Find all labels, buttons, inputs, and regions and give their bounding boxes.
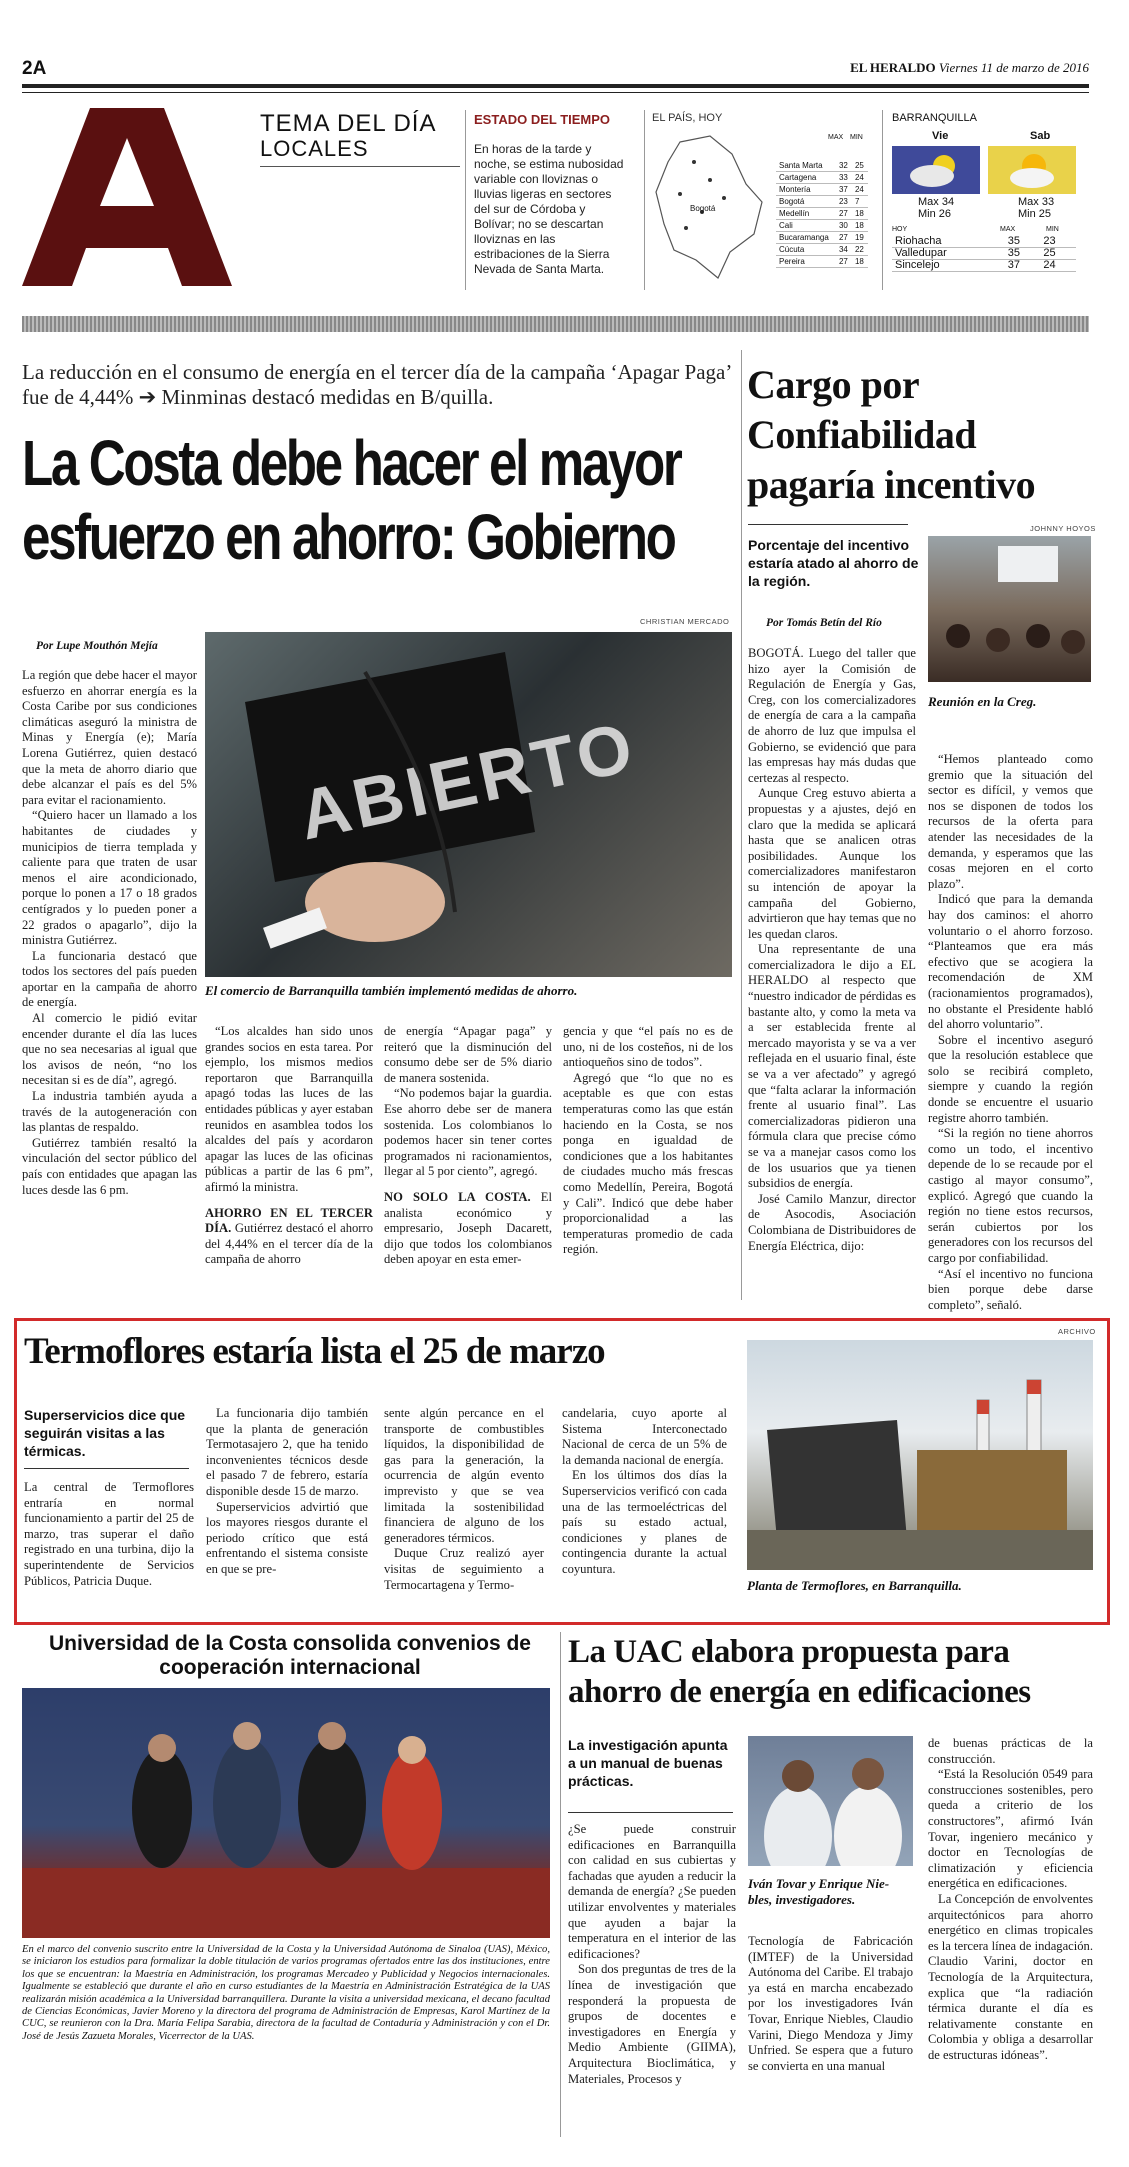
local-forecast-title: BARRANQUILLA <box>892 112 977 124</box>
photo-credit: ARCHIVO <box>1058 1327 1096 1336</box>
uni-headline: Universidad de la Costa consolida convenios de cooperación internacional <box>49 1632 531 1679</box>
termo-deck: Superservicios dice que seguirán visitas a las térmicas. <box>24 1407 186 1459</box>
table-row: Santa Marta 32 25 <box>776 160 868 172</box>
uac-column-3: de buenas prácticas de la construcción. “Está la Resolución 0549 para construcciones sostenibles, pero queda a criterio de los constructores”, afirmó Iván Tovar, ingeniero mecánico y doctor en Tecnologías de climatización y eficiencia energética en edificaciones. La Concepción de envolventes arquitectónicos para ahorro energético en climas tropicales es la tercera línea de indagación. Claudio Varini, doctor en Tecnología de la Arquitectura, explica que “la radiación térmica durante el día es relativamente constante en Colombia y obliga a desarrollar de estructuras idóneas”. <box>928 1736 1093 2062</box>
subhead: AHORRO EN EL TERCER DÍA. <box>205 1205 373 1236</box>
table-row: Medellín 27 18 <box>776 208 868 220</box>
table-row: Sincelejo 37 24 <box>892 260 1076 272</box>
map-city-label: Bogotá <box>690 204 716 213</box>
cargo-column-2: “Hemos planteado como gremio que la situación del sector es difícil, y vemos que nos se disponen de todos los recursos de la oferta para atender las necesidades de la demanda, y esperamos que las cosas mejoren en el corto plazo”. Indicó que para la demanda hay dos caminos: el ahorro voluntario o el ahorro forzoso. “Planteamos que era más efectivo que se acogiera la recomendación de XM (racionamientos programados), no obstante el Presidente habló del ahorro voluntario”. Sobre el incentivo aseguró que la resolución establece que solo se recibirá completo, siempre y cuando la región donde se encuentre el usuario registre ahorro también. “Si la región no tiene ahorros como un todo, el incentivo depende de lo se recaude por el castigo al mayor consumo”, explicó. Agregó que cuando la región no tiene estos recursos, serán cubiertos por los generadores con los recursos del cargo por confiabilidad. “Así el incentivo no funciona bien porque debe darse completo”, señaló. <box>928 752 1093 1312</box>
table-row: Bogotá 23 7 <box>776 196 868 208</box>
table-row: Pereira 27 18 <box>776 256 868 268</box>
section-letter-logo <box>22 108 232 286</box>
table-row: Bucaramanga 27 19 <box>776 232 868 244</box>
university-group-photo <box>22 1688 550 1938</box>
main-column-1: La región que debe hacer el mayor esfuerzo en ahorrar energía es la Costa Caribe por sus condiciones climáticas aseguró la ministra de Minas y Energía (e); María Lorena Gutiérrez, quien destacó que la meta de ahorro diario que debe alcanzar el país es del 5% para evitar el racionamiento. “Quiero hacer un llamado a los habitantes de ciudades y municipios de tierra templada y caliente para que traten de usar menos el aire acondicionado, porque lo ponen a 17 o 18 grados centígrados y lo pueden poner a 22 grados o apagarlo”, dijo la ministra Gutiérrez. La funcionaria destacó que todos los sectores del país pueden aportar en la campaña de ahorro de energía. Al comercio le pidió evitar encender durante el día las luces que no sea necesarias al igual que los avisos de neón, “no los necesitan si es de día”, agregó. La industria también ayuda a través de la autogeneración con las plantas de respaldo. Gutiérrez también resaltó la vinculación del sector público del país con entidades que apagan las luces desde las 6 pm. <box>22 668 197 1197</box>
newspaper-name: EL HERALDO <box>850 60 936 75</box>
table-row: Cúcuta 34 22 <box>776 244 868 256</box>
termo-column-4: candelaria, cuyo aporte al Sistema Interconectado Nacional de cerca de un 5% de la demanda nacional de energía. En los últimos dos días la Superservicios verificó con cada una de las termoeléctricas del país su estado actual, condiciones y planes de contingencia durante la actual coyuntura. <box>562 1406 727 1576</box>
cargo-deck: Porcentaje del incentivo estaría atado al ahorro de la región. <box>748 537 919 589</box>
forecast-min: Min 25 <box>1018 208 1052 220</box>
forecast-max: Max 34 <box>918 196 955 208</box>
regional-hoy-label: HOY <box>892 226 908 233</box>
termo-column-2: La funcionaria dijo también que la planta de generación Termotasajero 2, que ha tenido inconvenientes técnicos desde el pasado 7 de febrero, estaría disponible desde 15 de marzo. Superservicios advirtió que los mayores riesgos durante el periodo crítico que está enfrentando el sistema consiste en que se pre- <box>206 1406 368 1576</box>
photo-credit: JOHNNY HOYOS <box>1030 524 1096 533</box>
main-kicker: La reducción en el consumo de energía en el tercer día de la campaña ‘Apagar Paga’ fue de 4,44% ➔ Minminas destacó medidas en B/quilla. <box>22 360 731 409</box>
creg-meeting-photo <box>928 536 1091 682</box>
photo-credit: CHRISTIAN MERCADO <box>640 617 730 626</box>
table-header-min: MIN <box>850 134 863 141</box>
forecast-max: Max 33 <box>1018 196 1055 208</box>
cloudy-icon <box>892 146 980 194</box>
forecast-min: Min 26 <box>918 208 952 220</box>
uac-photo-caption: Iván Tovar y Enrique Nie- bles, investigadores. <box>748 1876 890 1907</box>
uac-column-2: Tecnología de Fabricación (IMTEF) de la Universidad Autónoma del Caribe. El trabajo ya está en marcha encabezado por los investigadores Iván Tovar, Enrique Niebles, Claudio Varini, Diego Mendoza y Jimy Unfried. Se espera que a futuro se convierta en una manual <box>748 1934 913 2073</box>
weather-title: ESTADO DEL TIEMPO <box>474 112 611 127</box>
sun-cloud-icon <box>988 146 1076 194</box>
table-row: Montería 37 24 <box>776 184 868 196</box>
main-column-4: gencia y que “el país no es de uno, ni de los costeños, ni de los antioqueños sino de todos”. Agregó que “lo que no es aceptable es que con estas temperaturas como las que están haciendo en la Costa, se nos ponga en igualdad de condiciones que a los habitantes de ciudades mucho más frescas como Medellín, Pereira, Bogotá y Cali”. Indicó que debe haber proporcionalidad a las temperaturas promedio de cada región. <box>563 1024 733 1257</box>
forecast-day-label: Sab <box>1030 130 1051 142</box>
page-number: 2A <box>22 58 47 79</box>
forecast-day-label: Vie <box>932 130 949 142</box>
termo-column-3: sente algún percance en el transporte de combustibles líquidos, la disponibilidad de gas para la generación, la ocurrencia de algún evento imprevisto y que se vea limitada la sostenibilidad financiera de alguno de los generadores térmicos. Duque Cruz realizó ayer visitas de seguimiento a Termocartagena y Termo- <box>384 1406 544 1592</box>
termo-photo-caption: Planta de Termoflores, en Barranquilla. <box>747 1578 962 1593</box>
svg-text:ABIERTO: ABIERTO <box>292 707 643 855</box>
issue-date: Viernes 11 de marzo de 2016 <box>938 60 1089 75</box>
regional-temperature-table <box>892 236 1076 272</box>
uac-headline: La UAC elabora propuesta para ahorro de energía en edificaciones <box>568 1634 1031 1710</box>
map-title: EL PAÍS, HOY <box>652 112 723 124</box>
researchers-photo <box>748 1736 913 1866</box>
main-column-2: “Los alcaldes han sido unos grandes socios en esta tarea. Por ejemplo, los mismos medios reportaron que Barranquilla apagó todas las luces de las entidades públicas y ayer estaban reunidos en asamblea todos los alcaldes del país y acordaron apagar las luces de las oficinas públicas a partir de las 6 pm”, afirmó la ministra. AHORRO EN EL TERCER DÍA. Gutiérrez destacó el ahorro del 4,44% en el tercer día de la campaña de ahorro <box>205 1024 373 1267</box>
section-title: TEMA DEL DÍA <box>260 110 437 137</box>
regional-max-label: MAX <box>1000 226 1016 233</box>
uac-column-1: ¿Se puede construir edificaciones en Barranquilla con calidad en sus cubiertas y fachadas que ayuden a reducir la demanda de energía? ¿Se pueden utilizar envolventes y materiales que ayuden a bajar la temperatura en el interior de las edificaciones? Son dos preguntas de tres de la línea de investigación que responderá la propuesta de grupos de docentes e investigadores en Energía y Medio Ambiente (GIIMA), Arquitectura Bioclimática, y Materiales, Procesos y <box>568 1822 736 2086</box>
table-row: Cartagena 33 24 <box>776 172 868 184</box>
led-sign-photo <box>205 632 732 977</box>
table-header-max: MAX <box>828 134 844 141</box>
subhead: NO SOLO LA COSTA. <box>384 1189 531 1204</box>
weather-summary: En horas de la tarde y noche, se estima nubosidad variable con lloviznas o lluvias ligeras en sectores del sur de Córdoba y Bolívar; no se descartan lloviznas en las estribaciones de la Sierra Nevada de Santa Marta. <box>474 142 624 276</box>
byline: Por Lupe Mouthón Mejía <box>36 640 158 652</box>
power-plant-photo <box>747 1340 1093 1570</box>
cargo-column-1: BOGOTÁ. Luego del taller que hizo ayer la Comisión de Regulación de Energía y Gas, Creg, con los comercializadores de energía de cara a la campaña de ahorro de luz que impulsa el Gobierno, se evidenció que para las empresas hay más dudas que certezas al respecto. Aunque Creg estuvo abierta a propuestas y a ajustes, dejó en claro que la medida se aplicará hasta que se analicen otras posibilidades. Aunque los comercializadores manifestaron su intención de apoyar la campaña del Gobierno, advirtieron que hay temas que no les quedan claros. Una representante de una comercializadora le dijo a EL HERALDO al respecto que “nuestro indicador de pérdidas es bastante alto, y como la meta va a ser establecida frente al mercado mayorista y se va a ver reflejada en el usuario final, éste se va a ver afectado” y agregó que “falta aclarar la información frente al usuario final”. Las comercializadoras pidieron una fórmula clara que precise cómo se va a manejar casos como los de los usuarios que ya tienen subsidios de energía. José Camilo Manzur, director de Asocodis, Asociación Colombiana de Distribuidores de Energía Eléctrica, dijo: <box>748 646 916 1253</box>
city-temperature-table <box>776 160 868 268</box>
termo-column-1: La central de Termoflores entraría en normal funcionamiento a partir del 25 de marzo, tras superar el daño registrado en una turbina, dijo la superintendente de Servicios Públicos, Patricia Duque. <box>24 1480 194 1588</box>
termo-headline: Termoflores estaría lista el 25 de marzo <box>24 1331 605 1372</box>
main-headline: La Costa debe hacer el mayor esfuerzo en ahorro: Gobierno <box>22 427 681 573</box>
cargo-photo-caption: Reunión en la Creg. <box>928 694 1037 709</box>
main-photo-caption: El comercio de Barranquilla también implementó medidas de ahorro. <box>205 983 578 998</box>
byline: Por Tomás Betín del Río <box>766 617 882 629</box>
uni-caption: En el marco del convenio suscrito entre la Universidad de la Costa y la Universidad Autónoma de Sinaloa (UAS), México, se iniciaron los estudios para formalizar la doble titulación de varios programas ofertados entre las dos instituciones, entre los que se encuentran: la Maestría en Administración, los programas Mercadeo y Publicidad y Negocios internacionales. Igualmente se estableció que durante el año en curso estudiantes de la Maestría en Administración Estratégica de la UAS realizarán misión académica a la Universidad barranquillera. Durante la visita a universidad mexicana, el decano facultad de Ciencias Económicas, Javier Moreno y la directora del programa de Administración de Empresas, Karol Martínez de la CUC, se reunieron con la Dra. María Felipa Sarabia, directora de la facultad de Contaduría y Administración y con el Dr. José de Jesús Zazueta Morales, Vicerrector de la UAS. <box>22 1944 550 2042</box>
arrow-right-icon: ➔ <box>138 385 157 409</box>
header-masthead <box>850 60 1089 76</box>
section-subtitle: LOCALES <box>260 136 369 161</box>
table-row: Valledupar 35 25 <box>892 248 1076 260</box>
regional-min-label: MIN <box>1046 226 1059 233</box>
table-row: Riohacha 35 23 <box>892 236 1076 248</box>
cargo-headline: Cargo por Confiabilidad pagaría incentivo <box>747 362 1036 507</box>
section-divider-bar <box>22 316 1089 332</box>
uac-deck: La investigación apunta a un manual de buenas prácticas. <box>568 1737 728 1789</box>
table-row: Cali 30 18 <box>776 220 868 232</box>
main-column-3: de energía “Apagar paga” y reiteró que la disminución del consumo debe ser de 5% diario de manera sostenida. “No podemos bajar la guardia. Ese ahorro debe ser de manera sostenida. Los colombianos lo podemos hacer sin tener cortes programados ni racionamientos, llegar al 5 por ciento”, agregó. NO SOLO LA COSTA. El analista económico y empresario, Joseph Dacarett, dijo que todos los colombianos deben apoyar en esta emer- <box>384 1024 552 1267</box>
